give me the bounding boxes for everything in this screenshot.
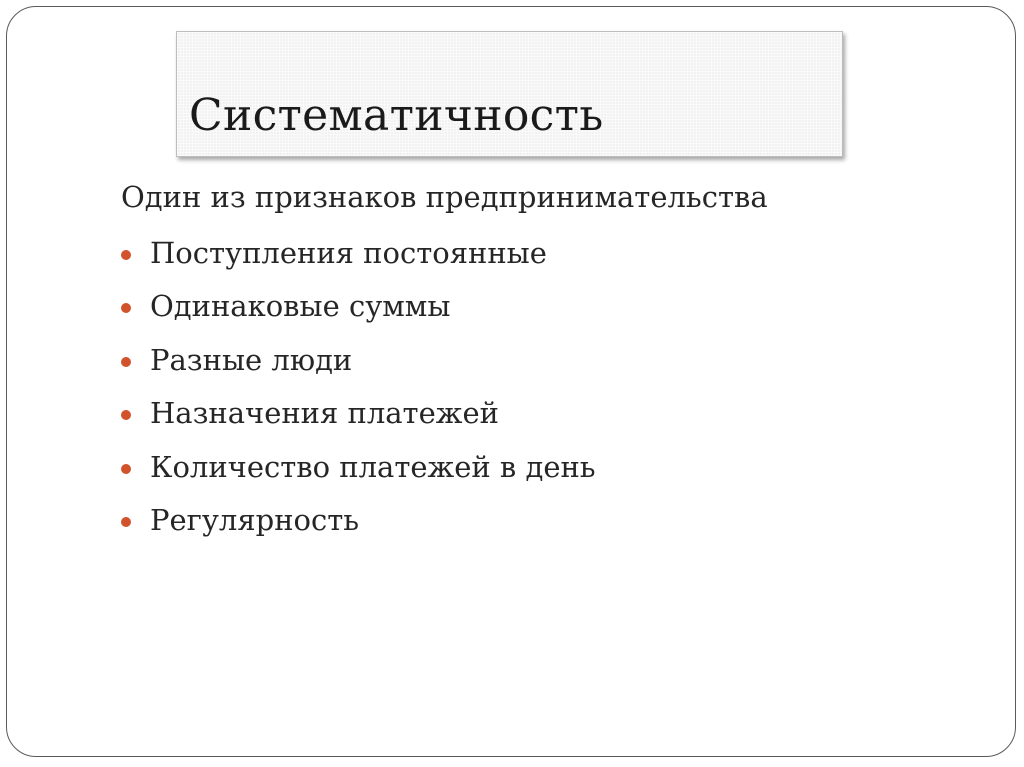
list-item [121, 280, 941, 333]
list-item-text: Разные люди [150, 342, 353, 377]
intro-text: Один из признаков предпринимательства [121, 180, 768, 214]
list-item-text: Назначения платежей [150, 396, 499, 431]
list-item [121, 441, 941, 494]
list-item [121, 227, 941, 280]
list-item [121, 334, 941, 387]
list-item [121, 494, 941, 547]
slide-content [121, 175, 941, 547]
slide-frame [6, 6, 1016, 757]
bullet-dot-icon [121, 303, 131, 313]
bullet-dot-icon [121, 357, 131, 367]
list-item-text: Одинаковые суммы [150, 289, 451, 324]
list-item-text: Поступления постоянные [150, 236, 547, 270]
list-item-text: Регулярность [150, 503, 360, 538]
slide-title: Систематичность [189, 90, 604, 141]
bullet-list [121, 227, 941, 547]
title-box [176, 31, 843, 157]
bullet-dot-icon [121, 464, 131, 474]
bullet-dot-icon [121, 410, 131, 420]
bullet-dot-icon [121, 517, 131, 527]
bullet-dot-icon [121, 250, 131, 260]
list-item-text: Количество платежей в день [150, 449, 596, 484]
list-item [121, 387, 941, 440]
